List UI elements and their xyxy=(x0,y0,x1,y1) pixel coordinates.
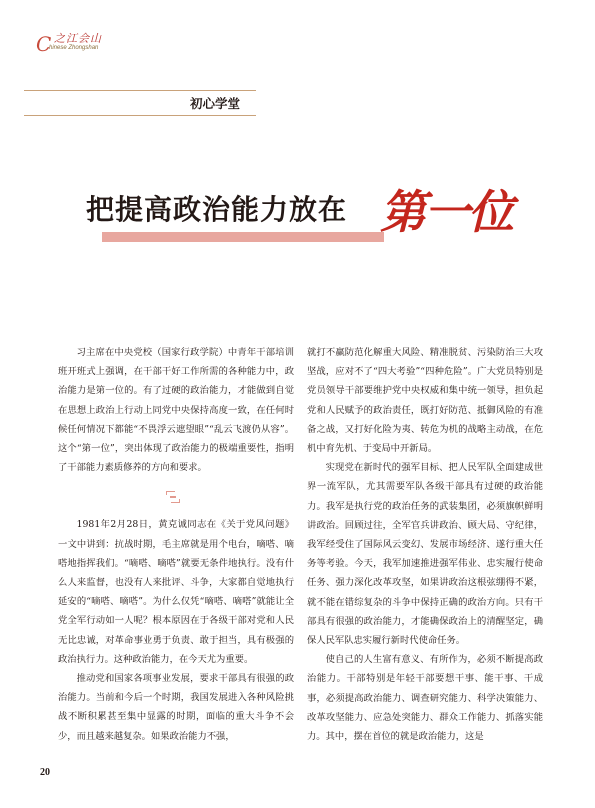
paragraph: 推动党和国家各项事业发展，要求干部具有很强的政治能力。当前和今后一个时期，我国发展进入各种风险挑战不断积累甚至集中显露的时期，面临的重大斗争不会少，而且越来越复杂。如果政治能力不强， xyxy=(58,673,294,742)
column-label: 初心学堂 xyxy=(189,96,240,111)
article-title xyxy=(86,184,526,252)
paragraph: 1981年2月28日，黄克诚同志在《关于党风问题》一文中讲到：抗战时期，毛主席就是用个电台，嘀嗒、嘀嗒地指挥我们。“嘀嗒、嘀嗒”就要无条件地执行。没有什么人来监督，也没有人来批评、斗争，大家都自觉地执行延安的“嘀嗒、嘀嗒”。为什么仅凭“嘀嗒、嘀嗒”就能让全党全军行动如一人呢？根本原因在于各级干部对党和人民无比忠诚，对革命事业勇于负责、敢于担当，具有极强的政治执行力。这种政治能力，在今天尤为重要。 xyxy=(58,519,294,665)
article-column-right xyxy=(307,343,543,746)
title-main: 把提高政治能力放在 xyxy=(86,193,348,226)
article-column-left xyxy=(58,343,294,746)
section-dash-icon xyxy=(170,496,176,498)
title-accent: 第一位 xyxy=(380,185,512,239)
header-rule-bottom xyxy=(24,115,256,116)
header-rule-top xyxy=(24,90,256,91)
magazine-logo xyxy=(34,30,114,58)
logo-subtitle: hinese Zhongshan xyxy=(49,45,99,51)
paragraph: 实现党在新时代的强军目标、把人民军队全面建成世界一流军队，尤其需要军队各级干部具有过硬的政治能力。我军是执行党的政治任务的武装集团，必须旗帜鲜明讲政治。回顾过往，全军官兵讲政治、顾大局、守纪律，我军经受住了国际风云变幻、发展市场经济、遂行重大任务等考验。今天，我军加速推进强军伟业、忠实履行使命任务、强力深化改革攻坚，如果讲政治这根弦绷得不紧，就不能在错综复杂的斗争中保持正确的政治方向。只有干部具有很强的政治能力，才能确保政治上的清醒坚定，确保人民军队忠实履行新时代使命任务。 xyxy=(307,462,543,647)
section-divider xyxy=(58,477,294,515)
paragraph: 就打不赢防范化解重大风险、精准脱贫、污染防治三大攻坚战，应对不了“四大考验”“四种危险”。广大党员特别是党员领导干部要维护党中央权威和集中统一领导，担负起党和人民赋予的政治责任，既打好防范、抵御风险的有准备之战，又打好化险为夷、转危为机的战略主动战，在危机中育先机、于变局中开新局。 xyxy=(307,347,543,455)
paragraph: 习主席在中央党校（国家行政学院）中青年干部培训班开班式上强调，在干部干好工作所需的各种能力中，政治能力是第一位的。有了过硬的政治能力，才能做到自觉在思想上政治上行动上同党中央保持高度一致，在任何时候任何情况下都能“不畏浮云遮望眼”“乱云飞渡仍从容”。这个“第一位”，突出体现了政治能力的极端重要性，指明了干部能力素质修养的方向和要求。 xyxy=(58,347,294,474)
page-number: 20 xyxy=(40,767,50,778)
logo-text: 之江会山 xyxy=(54,32,102,45)
title-underline-bar xyxy=(102,232,384,242)
logo-letter: C xyxy=(36,32,52,56)
paragraph: 使自己的人生富有意义、有所作为，必须不断提高政治能力。干部特别是年轻干部要想干事、能干事、干成事，必须提高政治能力、调查研究能力、科学决策能力、改革攻坚能力、应急处突能力、群众工作能力、抓落实能力。其中，摆在首位的就是政治能力，这是 xyxy=(307,654,543,743)
